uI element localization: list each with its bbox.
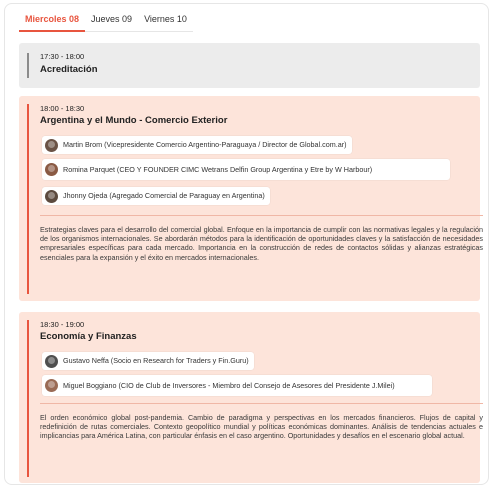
session-card-comercio-exterior: [19, 96, 483, 301]
avatar: [45, 190, 58, 203]
tab-jueves-09[interactable]: Jueves 09: [85, 10, 138, 32]
session-divider: [40, 403, 483, 404]
speaker-name: Martin Brom (Vicepresidente Comercio Argentino-Paraguaya / Director de Global.com.ar): [63, 140, 347, 149]
session-accent-bar: [27, 104, 29, 294]
session-time: 17:30 - 18:00: [40, 52, 85, 61]
avatar: [45, 379, 58, 392]
session-time: 18:30 - 19:00: [40, 320, 85, 329]
session-title: Acreditación: [40, 64, 98, 75]
session-accent-bar: [27, 320, 29, 477]
session-card-economia-finanzas: [19, 312, 483, 483]
tab-viernes-10[interactable]: Viernes 10: [138, 10, 193, 32]
speaker-chip[interactable]: [42, 187, 270, 205]
speaker-chip[interactable]: [42, 136, 352, 154]
agenda-panel: [4, 3, 489, 485]
session-description: Estrategias claves para el desarrollo del comercial global. Enfoque en la importancia de cumplir con las normativas legales y la regulación de los organismos internacionales. Se abordarán métodos para la identificación de oportunidades claves y la satisfacción de necesidades empresariales específicas para cada mercado. Importancia en la construcción de redes de contactos sólidas y alianzas estratégicas esenciales para la expansión y el éxito en mercados internacionales.: [40, 225, 483, 262]
speaker-name: Miguel Boggiano (CIO de Club de Inversores - Miembro del Consejo de Asesores del Presidente J.Milei): [63, 380, 395, 390]
speaker-name: Gustavo Neffa (Socio en Research for Traders y Fin.Guru): [63, 356, 249, 365]
session-title: Argentina y el Mundo - Comercio Exterior: [40, 115, 228, 126]
session-card-acreditacion: [19, 43, 480, 88]
avatar: [45, 355, 58, 368]
session-description: El orden económico global post-pandemia. Cambio de paradigma y perspectivas en los mercados financieros. Flujos de capital y redefinición de rutas comerciales. Contexto geopolítico mundial y políticas económicas dominantes. Análisis de tendencias actuales e implicancias para América Latina, con particular énfasis en el caso argentino. Oportunidades y desafíos en el escenario global actual.: [40, 413, 483, 441]
speaker-name: Romina Parquet (CEO Y FOUNDER CIMC Wetrans Delfin Group Argentina y Etre by W Harbour): [63, 164, 373, 174]
speaker-chip[interactable]: [42, 375, 432, 396]
speaker-chip[interactable]: [42, 352, 254, 370]
session-accent-bar: [27, 53, 29, 78]
tab-miercoles-08[interactable]: Miercoles 08: [19, 10, 85, 32]
session-time: 18:00 - 18:30: [40, 104, 85, 113]
avatar: [45, 139, 58, 152]
day-tabs: [19, 10, 193, 32]
session-divider: [40, 215, 483, 216]
speaker-name: Jhonny Ojeda (Agregado Comercial de Paraguay en Argentina): [63, 191, 265, 200]
session-title: Economía y Finanzas: [40, 331, 137, 342]
avatar: [45, 163, 58, 176]
speaker-chip[interactable]: [42, 159, 450, 180]
